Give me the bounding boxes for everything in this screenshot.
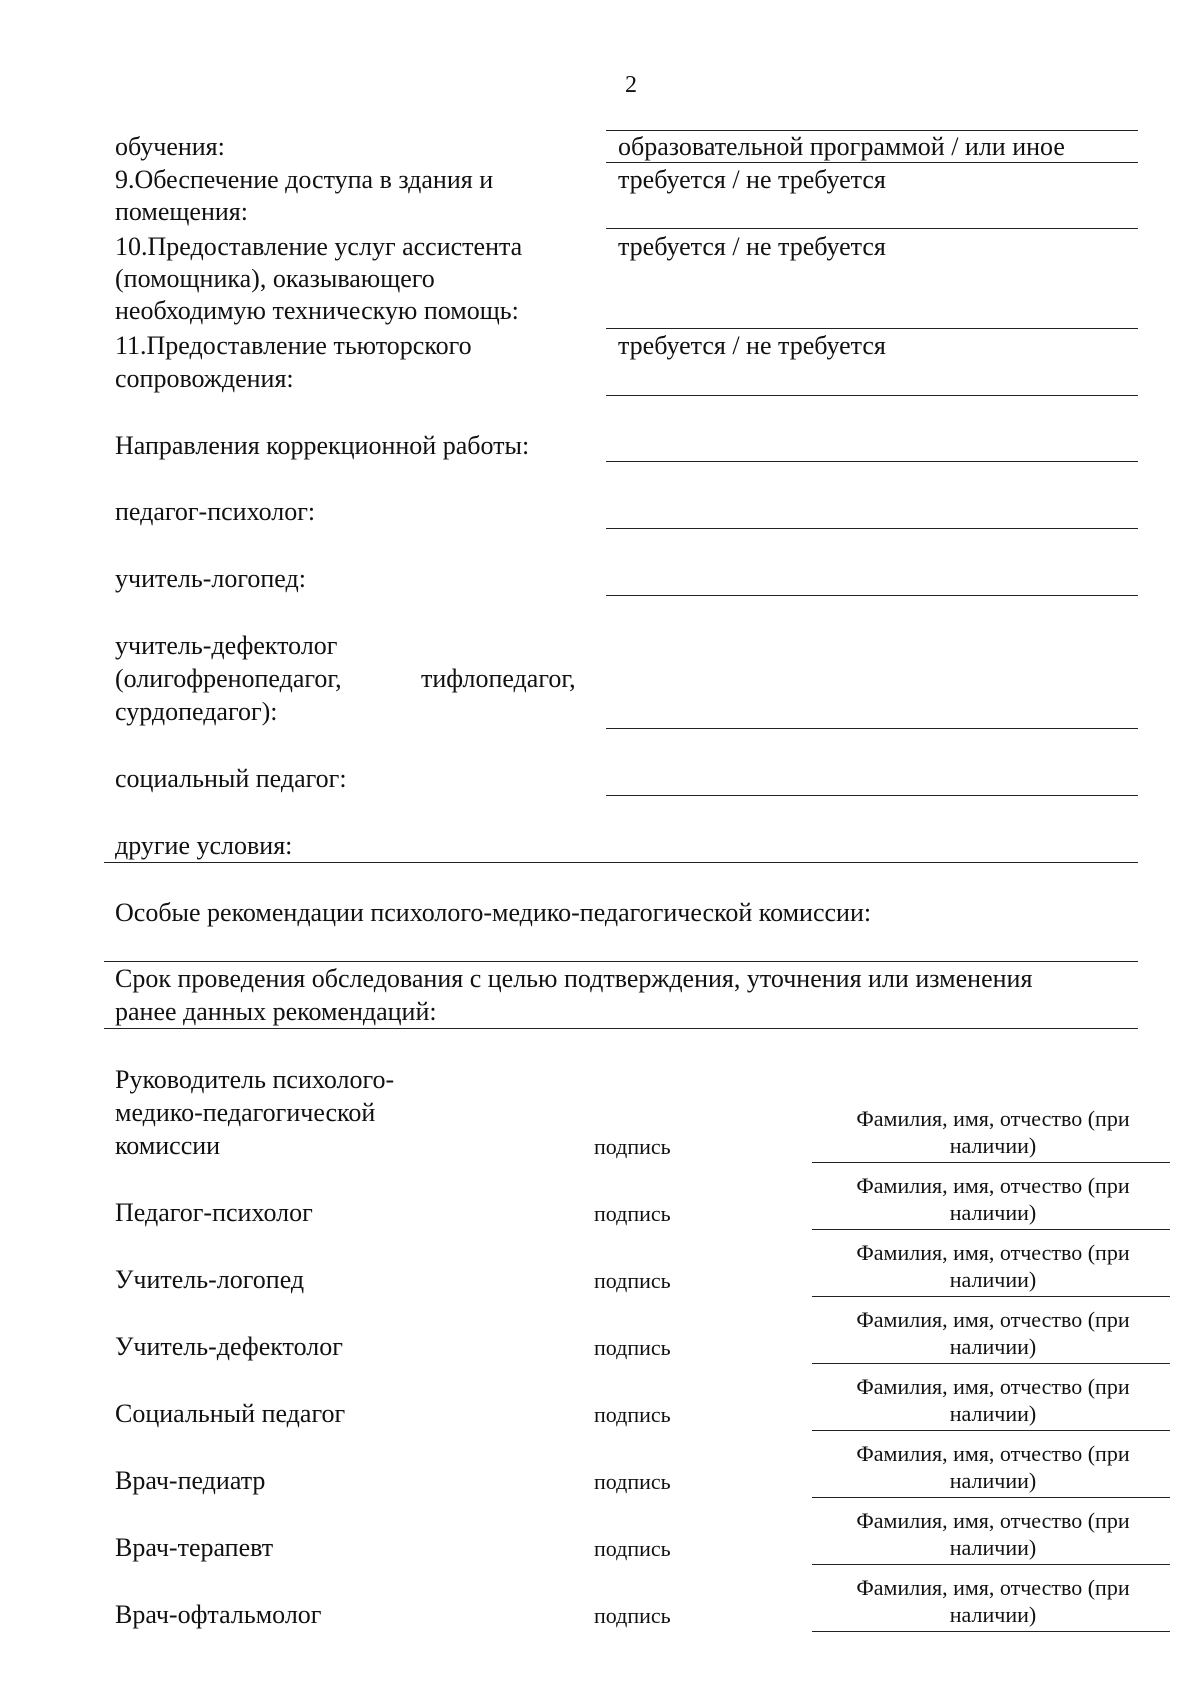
rule-line xyxy=(812,1430,1170,1431)
commission-head-label: Руководитель психолого- xyxy=(115,1065,395,1094)
role-label: Педагог-психолог xyxy=(115,1198,313,1227)
rule-line xyxy=(606,795,1138,796)
correction-item: социальный педагог: xyxy=(115,764,347,793)
condition-value: требуется / не требуется xyxy=(618,232,886,261)
rule-line xyxy=(812,1631,1170,1632)
full-name-caption: Фамилия, имя, отчество (при наличии) xyxy=(856,1374,1130,1426)
rule-line xyxy=(606,328,1138,329)
exam-term: Срок проведения обследования с целью подтверждения, уточнения или изменения xyxy=(115,964,1033,993)
condition-label: (помощника), оказывающего xyxy=(115,264,435,293)
role-label: Учитель-логопед xyxy=(115,1265,305,1294)
rule-line xyxy=(104,862,1138,863)
rule-line xyxy=(104,961,1138,962)
correction-item: сурдопедагог): xyxy=(115,697,278,726)
role-label: Врач-офтальмолог xyxy=(115,1600,322,1629)
commission-head-label: комиссии xyxy=(115,1131,221,1160)
signature-label: подпись xyxy=(594,1603,671,1628)
rule-line xyxy=(812,1363,1170,1364)
special-recommendations: Особые рекомендации психолого-медико-педагогической комиссии: xyxy=(115,898,872,927)
rule-line xyxy=(104,1028,1138,1029)
condition-label: помещения: xyxy=(115,197,248,226)
condition-value: требуется / не требуется xyxy=(618,165,886,194)
condition-label: 9.Обеспечение доступа в здания и xyxy=(115,165,494,194)
role-label: Врач-терапевт xyxy=(115,1533,274,1562)
role-label: Учитель-дефектолог xyxy=(115,1332,343,1361)
signature-label: подпись xyxy=(594,1402,671,1427)
full-name-caption: Фамилия, имя, отчество (при наличии) xyxy=(856,1106,1130,1158)
full-name-caption: Фамилия, имя, отчество (при наличии) xyxy=(856,1173,1130,1225)
signature-label: подпись xyxy=(594,1469,671,1494)
correction-item: тифлопедагог, xyxy=(421,664,576,693)
rule-line xyxy=(812,1162,1170,1163)
rule-line xyxy=(606,228,1138,229)
condition-label: сопровождения: xyxy=(115,364,294,393)
page-number: 2 xyxy=(625,72,637,98)
condition-label: 11.Предоставление тьюторского xyxy=(115,331,472,360)
rule-line xyxy=(606,595,1138,596)
rule-line xyxy=(812,1497,1170,1498)
rule-line xyxy=(812,1229,1170,1230)
rule-line xyxy=(606,162,1138,163)
full-name-caption: Фамилия, имя, отчество (при наличии) xyxy=(856,1240,1130,1292)
full-name-caption: Фамилия, имя, отчество (при наличии) xyxy=(856,1508,1130,1560)
rule-line xyxy=(812,1564,1170,1565)
role-label: Врач-педиатр xyxy=(115,1466,266,1495)
condition-label: необходимую техническую помощь: xyxy=(115,296,519,325)
role-label: Социальный педагог xyxy=(115,1399,346,1428)
correction-item: учитель-дефектолог xyxy=(115,631,338,660)
exam-term: ранее данных рекомендаций: xyxy=(115,997,437,1026)
full-name-caption: Фамилия, имя, отчество (при наличии) xyxy=(856,1575,1130,1627)
full-name-caption: Фамилия, имя, отчество (при наличии) xyxy=(856,1307,1130,1359)
condition-value: требуется / не требуется xyxy=(618,331,886,360)
commission-head-label: медико-педагогической xyxy=(115,1098,376,1127)
signature-label: подпись xyxy=(594,1201,671,1226)
rule-line xyxy=(606,528,1138,529)
correction-heading: Направления коррекционной работы: xyxy=(115,431,530,460)
correction-item: (олигофренопедагог, xyxy=(115,664,342,693)
signature-label: подпись xyxy=(594,1335,671,1360)
rule-line xyxy=(606,395,1138,396)
rule-line xyxy=(812,1296,1170,1297)
condition-label: обучения: xyxy=(115,132,225,161)
rule-line xyxy=(606,461,1138,462)
correction-item: другие условия: xyxy=(115,831,293,860)
condition-value: образовательной программой / или иное xyxy=(618,132,1065,161)
rule-line xyxy=(606,728,1138,729)
condition-label: 10.Предоставление услуг ассистента xyxy=(115,232,523,261)
signature-label: подпись xyxy=(594,1134,671,1159)
signature-label: подпись xyxy=(594,1268,671,1293)
signature-label: подпись xyxy=(594,1536,671,1561)
full-name-caption: Фамилия, имя, отчество (при наличии) xyxy=(856,1441,1130,1493)
correction-item: педагог-психолог: xyxy=(115,497,316,526)
correction-item: учитель-логопед: xyxy=(115,564,306,593)
